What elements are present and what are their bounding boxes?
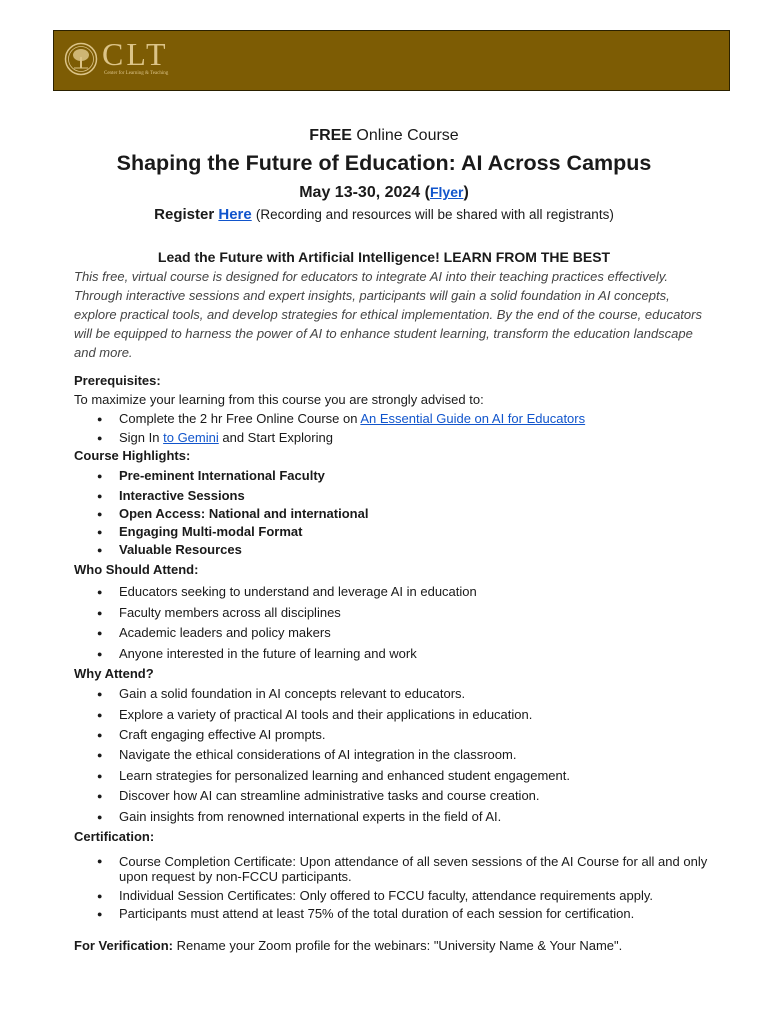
bullet-icon: ● (97, 587, 103, 597)
course-type-free: FREE (309, 127, 352, 144)
attend-heading: Who Should Attend: (74, 562, 199, 577)
attend-item: Academic leaders and policy makers (119, 625, 331, 640)
bullet-icon: ● (97, 750, 103, 760)
gemini-link[interactable]: to Gemini (163, 430, 219, 445)
bullet-icon: ● (97, 689, 103, 699)
certification-item: Individual Session Certificates: Only offered to FCCU faculty, attendance requirements apply. (119, 888, 653, 903)
flyer-link[interactable]: Flyer (429, 184, 464, 200)
bullet-icon: ● (97, 730, 103, 740)
why-item: Craft engaging effective AI prompts. (119, 727, 326, 742)
certification-item: Participants must attend at least 75% of the total duration of each session for certification. (119, 906, 635, 921)
bullet-icon: ● (97, 433, 103, 443)
why-item: Gain insights from renowned international experts in the field of AI. (119, 809, 502, 824)
clt-logo-tagline: Center for Learning & Teaching (104, 71, 169, 76)
course-type (0, 127, 768, 145)
bullet-icon: ● (97, 527, 103, 537)
bullet-icon: ● (97, 909, 103, 919)
clt-logo-text: CLT (102, 36, 169, 72)
register-line (0, 205, 768, 225)
bullet-icon: ● (97, 608, 103, 618)
prerequisite-item (119, 429, 333, 447)
bullet-icon: ● (97, 491, 103, 501)
page-title: Shaping the Future of Education: AI Across Campus (116, 151, 652, 175)
highlight-item: Engaging Multi-modal Format (119, 524, 303, 539)
clt-emblem-icon (64, 42, 98, 76)
bullet-icon: ● (97, 628, 103, 638)
bullet-icon: ● (97, 649, 103, 659)
verification-line (74, 937, 622, 955)
bullet-icon: ● (97, 856, 103, 866)
why-item: Navigate the ethical considerations of AI integration in the classroom. (119, 747, 517, 762)
certification-item: Course Completion Certificate: Upon attendance of all seven sessions of the AI Course for all and only upon request by non-FCCU participants. (119, 854, 708, 884)
prerequisite-item (119, 410, 585, 428)
prerequisite-text: Complete the 2 hr Free Online Course on (119, 411, 358, 426)
register-note: (Recording and resources will be shared with all registrants) (255, 207, 614, 222)
certification-heading: Certification: (74, 829, 155, 844)
attend-item: Anyone interested in the future of learning and work (119, 646, 417, 661)
highlights-heading: Course Highlights: (74, 448, 191, 463)
dates-close: ) (463, 184, 469, 201)
bullet-icon: ● (97, 414, 103, 424)
why-item: Gain a solid foundation in AI concepts relevant to educators. (119, 686, 466, 701)
intro-paragraph: This free, virtual course is designed for educators to integrate AI into their teaching practices effectively. Through interactive sessions and expert insights, participants will gain a solid foundation in AI concepts, explore practical tools, and develop strategies for ethical implementation. By the end of the course, educators will be equipped to harness the power of AI to enhance student learning, transform the education landscape and more. (74, 269, 702, 360)
verification-text: Rename your Zoom profile for the webinars: "University Name & Your Name". (176, 938, 623, 953)
header-banner (53, 30, 730, 91)
why-item: Explore a variety of practical AI tools and their applications in education. (119, 707, 533, 722)
bullet-icon: ● (97, 710, 103, 720)
course-type-label: Online Course (356, 127, 459, 144)
dates-text: May 13-30, 2024 ( (299, 184, 430, 201)
bullet-icon: ● (97, 509, 103, 519)
verification-label: For Verification: (74, 938, 173, 953)
register-link[interactable]: Here (218, 206, 252, 223)
bullet-icon: ● (97, 545, 103, 555)
highlight-item: Open Access: National and international (119, 506, 369, 521)
course-dates (0, 182, 768, 203)
bullet-icon: ● (97, 471, 103, 481)
bullet-icon: ● (97, 891, 103, 901)
bullet-icon: ● (97, 812, 103, 822)
attend-item: Faculty members across all disciplines (119, 605, 341, 620)
why-item: Discover how AI can streamline administrative tasks and course creation. (119, 788, 540, 803)
why-item: Learn strategies for personalized learning and enhanced student engagement. (119, 768, 570, 783)
highlight-item: Interactive Sessions (119, 488, 245, 503)
attend-item: Educators seeking to understand and leverage AI in education (119, 584, 477, 599)
prerequisite-text: and Start Exploring (222, 430, 333, 445)
why-heading: Why Attend? (74, 666, 154, 681)
highlight-item: Valuable Resources (119, 542, 242, 557)
prerequisites-heading: Prerequisites: (74, 373, 161, 388)
essential-guide-link[interactable]: An Essential Guide on AI for Educators (360, 411, 586, 426)
register-label: Register (154, 206, 215, 223)
bullet-icon: ● (97, 771, 103, 781)
prerequisite-text: Sign In (119, 430, 160, 445)
intro-heading: Lead the Future with Artificial Intelligence! LEARN FROM THE BEST (157, 249, 611, 265)
prerequisites-lead: To maximize your learning from this course you are strongly advised to: (74, 392, 484, 407)
highlight-item: Pre-eminent International Faculty (119, 468, 325, 483)
bullet-icon: ● (97, 791, 103, 801)
